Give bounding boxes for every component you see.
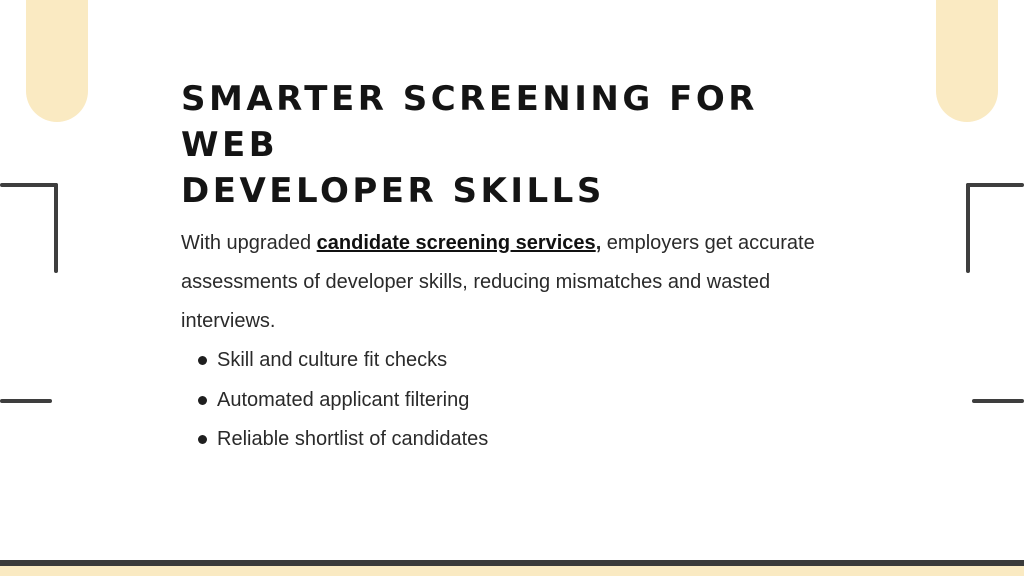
right-bracket-top-line [966,183,1024,187]
slide-title [181,76,861,214]
slide-title-line1: SMARTER SCREENING FOR WEB [181,79,758,165]
bullet-icon [198,396,207,405]
bullet-text: Skill and culture fit checks [217,349,448,371]
bottom-cream-bar [0,566,1024,576]
left-bracket-vertical-line [54,183,58,273]
left-bracket-bottom-line [0,399,52,403]
decorative-pill-right [936,0,998,122]
right-bracket-bottom-line [972,399,1024,403]
decorative-pill-left [26,0,88,122]
bullet-text: Reliable shortlist of candidates [217,428,489,450]
candidate-screening-link[interactable]: candidate screening services [316,232,596,254]
intro-text-after: employers get accurate assessments of developer skills, reducing mismatches and wasted interviews. [181,232,815,332]
bullet-icon [198,435,207,444]
intro-text-before: With upgraded [181,232,317,254]
intro-paragraph [181,224,861,341]
bullet-text: Automated applicant filtering [217,388,470,411]
slide-title-line2: DEVELOPER SKILLS [181,171,605,211]
list-item [198,420,861,460]
slide-content [181,76,861,460]
link-comma: , [595,232,602,254]
bullet-list [181,341,861,460]
list-item [198,341,861,381]
list-item [198,381,861,421]
bullet-icon [198,356,207,365]
right-bracket-vertical-line [966,183,970,273]
left-bracket-top-line [0,183,58,187]
